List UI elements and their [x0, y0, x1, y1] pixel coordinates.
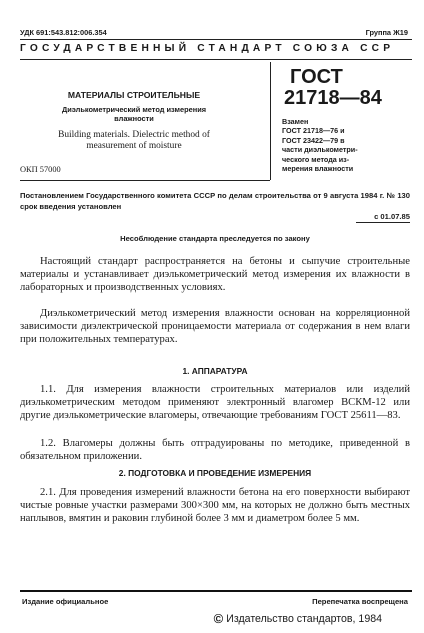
intro-1-text: Настоящий стандарт распространяется на бетоны и сыпучие строительные материалы и устанавливает диэлькометрический метод измерения их влажности в лабораторных и производственных условиях.	[20, 256, 410, 294]
method-title	[20, 105, 248, 123]
replace-line-5: ческого метода из-	[282, 154, 350, 164]
clause-1-2	[20, 437, 410, 463]
section-2-heading: 2. ПОДГОТОВКА И ПРОВЕДЕНИЕ ИЗМЕРЕНИЯ	[118, 468, 312, 478]
clause-1-1-text: 1.1. Для измерения влажности строительных материалов или изделий диэлькометрическим методом применяют электронный влагомер ВСКМ-12 или другие диэлькометрические влагомеры, отвечающие требованиям ГОСТ 25611—83.	[20, 384, 410, 422]
intro-paragraph-1	[20, 255, 410, 294]
replace-line-2: ГОСТ 21718—76 и	[282, 126, 345, 136]
official-edition: Издание официальное	[22, 597, 109, 606]
effective-date-underline	[356, 222, 410, 223]
group-code: Группа Ж19	[365, 28, 408, 37]
copyright-line	[214, 611, 382, 626]
copyright-text: Издательство стандартов, 1984	[226, 613, 382, 625]
intro-paragraph-2	[20, 307, 410, 346]
replace-line-4: части диэлькометри-	[282, 145, 358, 155]
gost-block	[282, 67, 412, 173]
replace-line-6: мерения влажности	[282, 164, 354, 174]
method-line-2: влажности	[114, 114, 154, 123]
vertical-divider	[270, 62, 271, 180]
english-line-1: Building materials. Dielectric method of	[58, 130, 210, 140]
copyright-icon: ©	[213, 611, 224, 626]
okp-rule	[20, 180, 270, 181]
clause-1-1	[20, 383, 410, 422]
replace-line-3: ГОСТ 23422—79 в	[282, 135, 345, 145]
clause-2-1-text: 2.1. Для проведения измерений влажности бетона на его поверхности выбирают чистые ровные участки размерами 300×300 мм, на которых не должно быть местных наплывов, вмятин и раковин глубиной более 3 мм и диаметром более 5 мм.	[20, 487, 410, 525]
intro-2-text: Диэлькометрический метод измерения влажности основан на корреляционной зависимости диэлектрической проницаемости материала от содержания в нем влаги при положительных температурах.	[20, 308, 410, 346]
replacement-note	[282, 117, 412, 173]
okp-code: ОКП 57000	[20, 165, 61, 174]
reprint-prohibited: Перепечатка воспрещена	[312, 597, 408, 606]
materials-title: МАТЕРИАЛЫ СТРОИТЕЛЬНЫЕ	[67, 90, 201, 100]
footer-rule	[20, 590, 412, 592]
standard-title: ГОСУДАРСТВЕННЫЙ СТАНДАРТ СОЮЗА ССР	[20, 43, 395, 54]
title-block	[20, 90, 248, 151]
english-title	[20, 130, 248, 151]
method-line-1: Диэлькометрический метод измерения	[61, 105, 207, 114]
gost-number: 21718—84	[284, 87, 382, 109]
clause-1-2-text: 1.2. Влагомеры должны быть отградуированы по методике, приведенной в обязательном приложении.	[20, 438, 410, 463]
udk-code: УДК 691:543.812:006.354	[20, 28, 107, 37]
replace-line-1: Взамен	[282, 117, 309, 126]
top-rule	[20, 39, 412, 40]
gost-word: ГОСТ	[290, 66, 343, 88]
law-warning: Несоблюдение стандарта преследуется по закону	[120, 234, 310, 243]
effective-date: с 01.07.85	[374, 212, 410, 221]
title-rule	[20, 59, 412, 60]
decree-text: Постановлением Государственного комитета СССР по делам строительства от 9 августа 1984 г. № 130 срок введения установлен	[20, 191, 410, 211]
clause-2-1	[20, 486, 410, 525]
english-line-2: measurement of moisture	[86, 140, 182, 151]
section-1-heading: 1. АППАРАТУРА	[182, 366, 248, 376]
